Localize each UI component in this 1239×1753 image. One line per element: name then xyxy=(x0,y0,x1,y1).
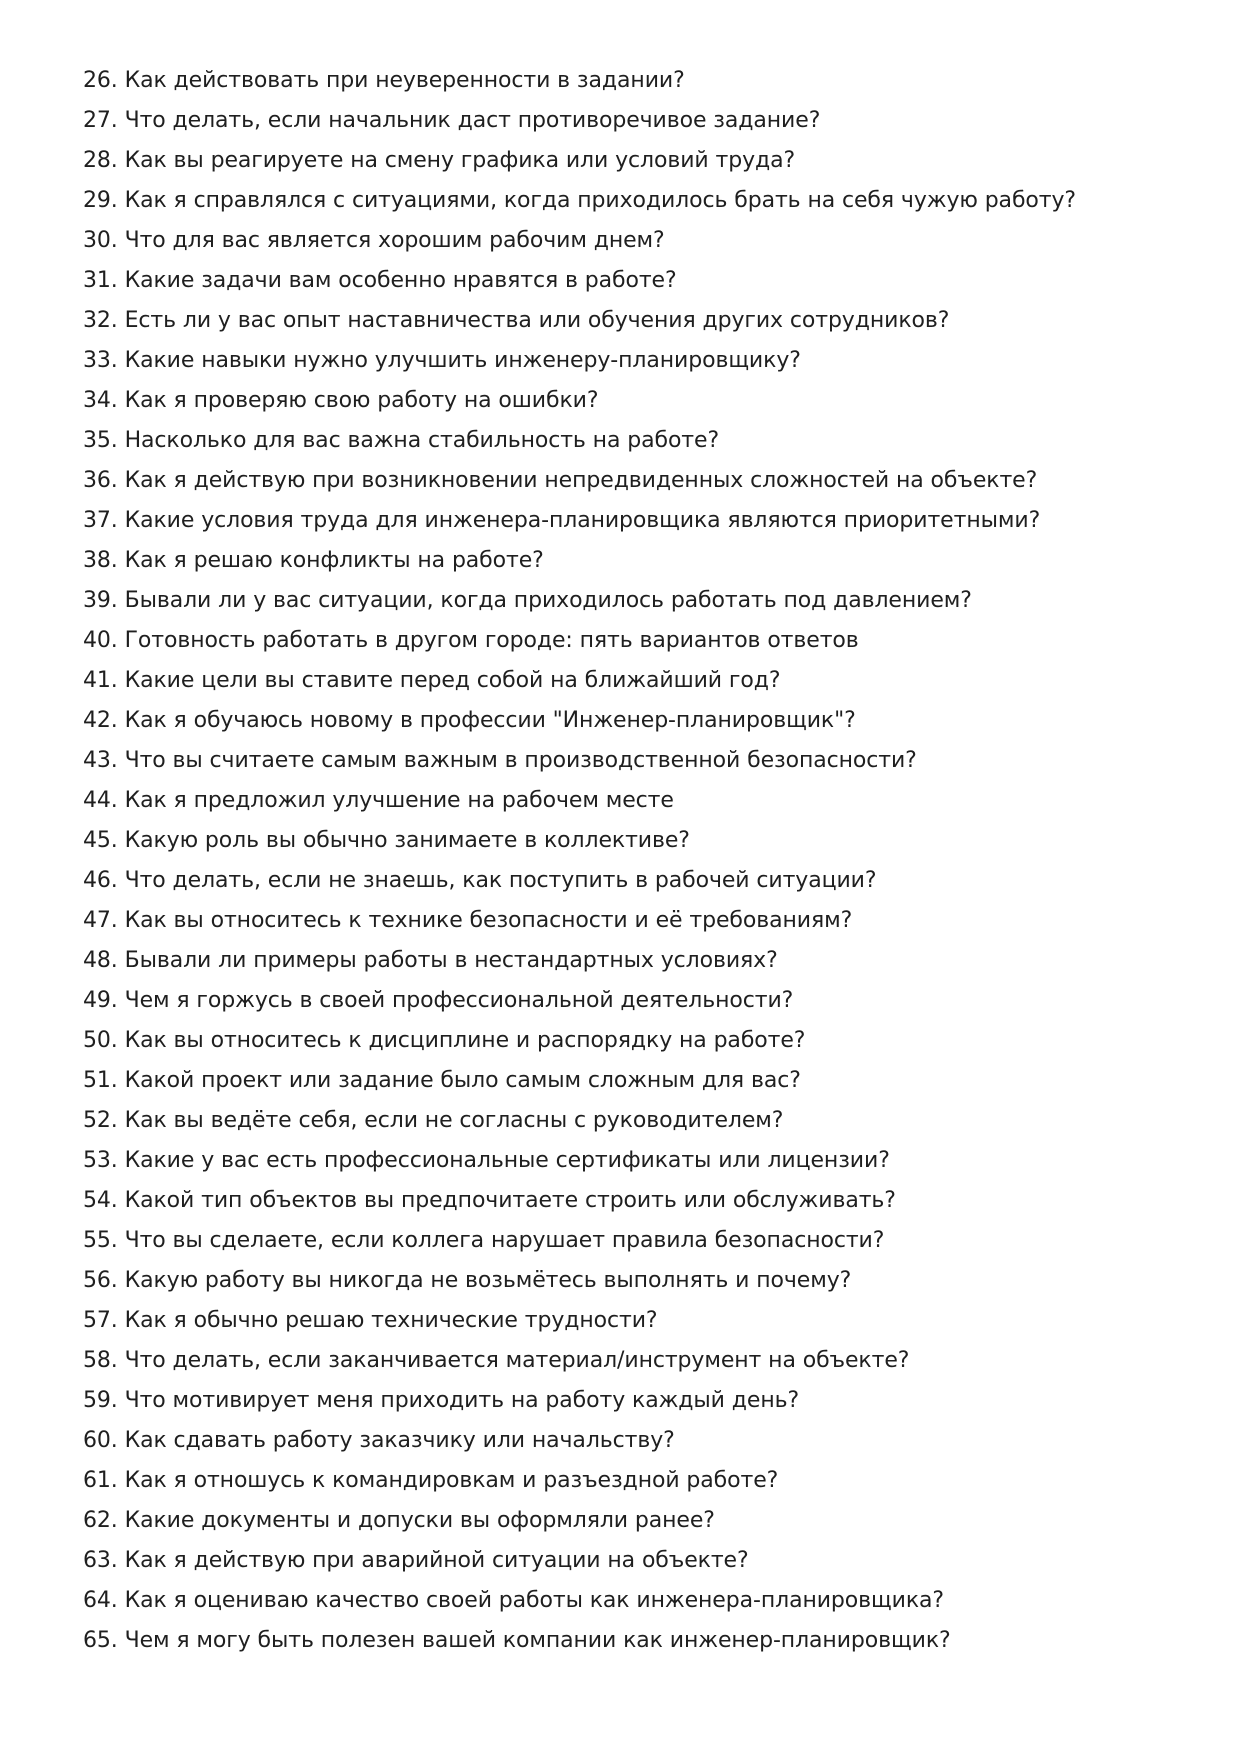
question-item: 37. Какие условия труда для инженера-планировщика являются приоритетными? xyxy=(83,508,1041,533)
question-item: 56. Какую работу вы никогда не возьмётесь выполнять и почему? xyxy=(83,1268,852,1293)
question-list xyxy=(83,61,1183,1661)
question-item: 41. Какие цели вы ставите перед собой на ближайший год? xyxy=(83,668,781,693)
question-item: 60. Как сдавать работу заказчику или начальству? xyxy=(83,1428,675,1453)
question-item: 43. Что вы считаете самым важным в производственной безопасности? xyxy=(83,748,917,773)
question-item: 33. Какие навыки нужно улучшить инженеру-планировщику? xyxy=(83,348,801,373)
question-item: 30. Что для вас является хорошим рабочим днем? xyxy=(83,228,665,253)
question-item: 57. Как я обычно решаю технические трудности? xyxy=(83,1308,658,1333)
question-item: 26. Как действовать при неуверенности в задании? xyxy=(83,68,685,93)
question-item: 48. Бывали ли примеры работы в нестандартных условиях? xyxy=(83,948,778,973)
question-item: 42. Как я обучаюсь новому в профессии "Инженер-планировщик"? xyxy=(83,708,856,733)
question-item: 64. Как я оцениваю качество своей работы как инженера-планировщика? xyxy=(83,1588,944,1613)
question-item: 44. Как я предложил улучшение на рабочем месте xyxy=(83,788,674,813)
question-item: 53. Какие у вас есть профессиональные сертификаты или лицензии? xyxy=(83,1148,890,1173)
question-item: 55. Что вы сделаете, если коллега нарушает правила безопасности? xyxy=(83,1228,885,1253)
question-item: 38. Как я решаю конфликты на работе? xyxy=(83,548,544,573)
question-item: 54. Какой тип объектов вы предпочитаете строить или обслуживать? xyxy=(83,1188,896,1213)
question-item: 45. Какую роль вы обычно занимаете в коллективе? xyxy=(83,828,690,853)
question-item: 59. Что мотивирует меня приходить на работу каждый день? xyxy=(83,1388,800,1413)
question-item: 29. Как я справлялся с ситуациями, когда приходилось брать на себя чужую работу? xyxy=(83,188,1076,213)
question-item: 58. Что делать, если заканчивается материал/инструмент на объекте? xyxy=(83,1348,910,1373)
question-item: 61. Как я отношусь к командировкам и разъездной работе? xyxy=(83,1468,779,1493)
question-item: 62. Какие документы и допуски вы оформляли ранее? xyxy=(83,1508,715,1533)
question-item: 39. Бывали ли у вас ситуации, когда приходилось работать под давлением? xyxy=(83,588,972,613)
question-item: 35. Насколько для вас важна стабильность на работе? xyxy=(83,428,720,453)
question-item: 50. Как вы относитесь к дисциплине и распорядку на работе? xyxy=(83,1028,806,1053)
question-item: 28. Как вы реагируете на смену графика или условий труда? xyxy=(83,148,796,173)
question-item: 40. Готовность работать в другом городе: пять вариантов ответов xyxy=(83,628,859,653)
question-item: 65. Чем я могу быть полезен вашей компании как инженер-планировщик? xyxy=(83,1628,951,1653)
question-item: 46. Что делать, если не знаешь, как поступить в рабочей ситуации? xyxy=(83,868,877,893)
question-item: 47. Как вы относитесь к технике безопасности и её требованиям? xyxy=(83,908,853,933)
question-item: 63. Как я действую при аварийной ситуации на объекте? xyxy=(83,1548,749,1573)
question-item: 52. Как вы ведёте себя, если не согласны с руководителем? xyxy=(83,1108,784,1133)
question-item: 31. Какие задачи вам особенно нравятся в работе? xyxy=(83,268,677,293)
question-item: 51. Какой проект или задание было самым сложным для вас? xyxy=(83,1068,801,1093)
question-item: 32. Есть ли у вас опыт наставничества или обучения других сотрудников? xyxy=(83,308,950,333)
question-item: 36. Как я действую при возникновении непредвиденных сложностей на объекте? xyxy=(83,468,1038,493)
question-item: 27. Что делать, если начальник даст противоречивое задание? xyxy=(83,108,821,133)
question-item: 49. Чем я горжусь в своей профессиональной деятельности? xyxy=(83,988,794,1013)
question-item: 34. Как я проверяю свою работу на ошибки? xyxy=(83,388,599,413)
